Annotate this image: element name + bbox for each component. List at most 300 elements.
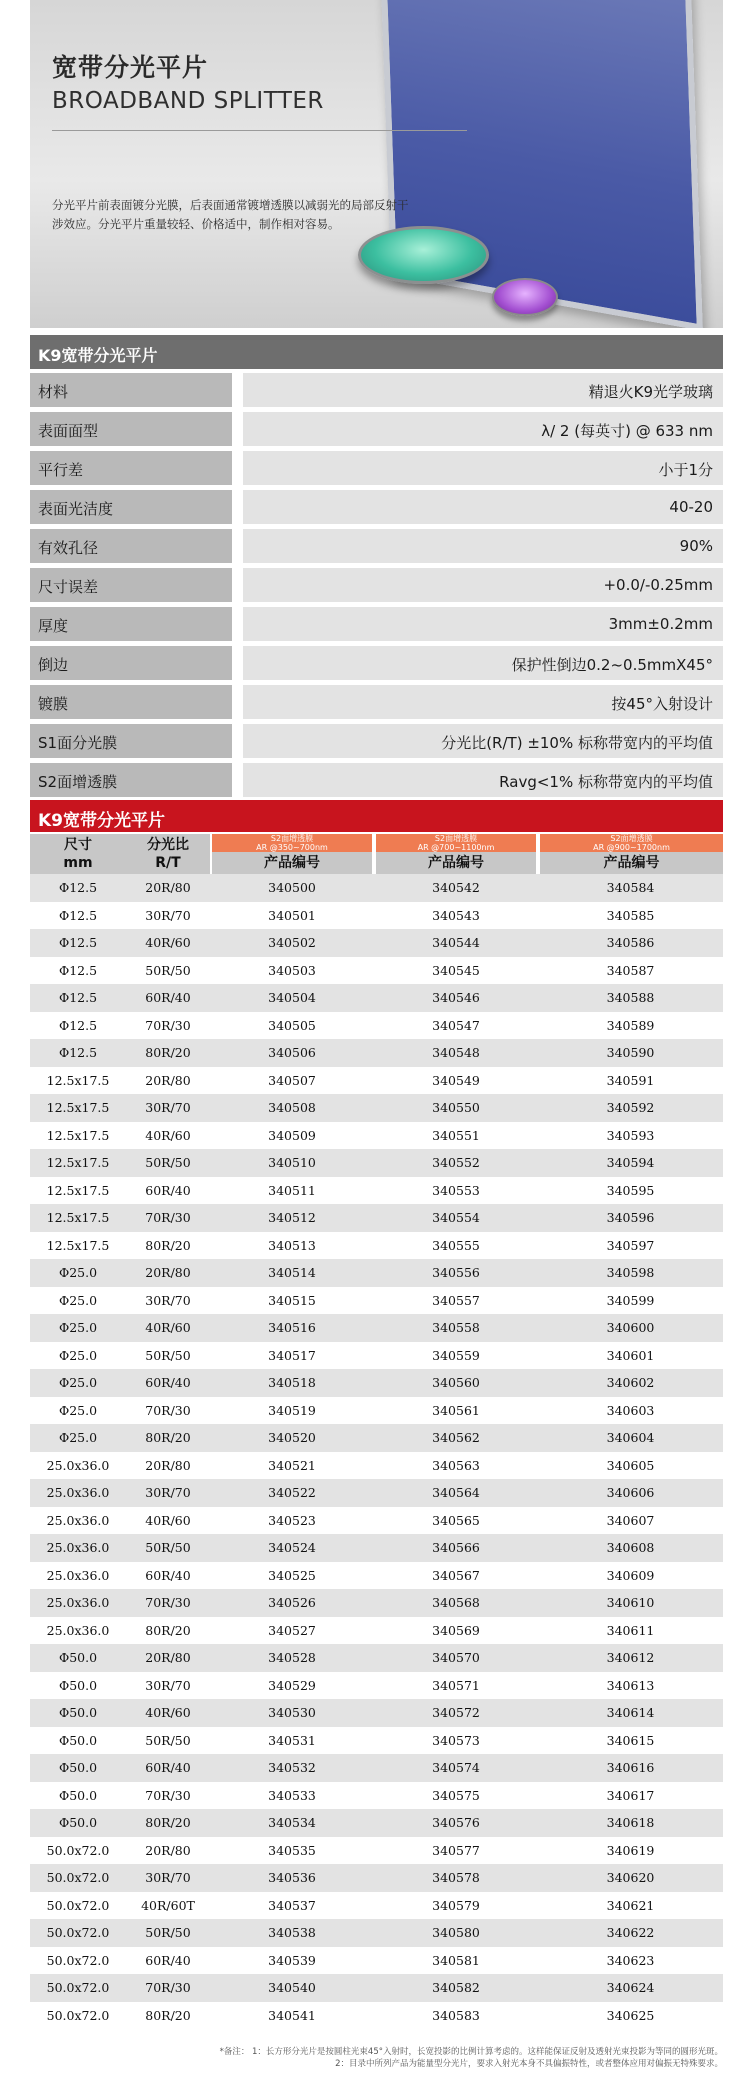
page-title: 宽带分光平片 — [52, 53, 209, 82]
product-code-cell: 340528 — [268, 1650, 316, 1665]
table-row — [30, 1534, 723, 1562]
spec-label-cell — [30, 685, 232, 719]
ratio-cell: 20R/80 — [145, 1457, 191, 1473]
product-code-cell: 340510 — [268, 1155, 316, 1170]
ratio-cell: 30R/70 — [145, 1485, 191, 1500]
ratio-cell: 40R/60 — [145, 1705, 191, 1720]
table-row — [30, 1589, 723, 1617]
table-row — [30, 1617, 723, 1645]
product-code-cell: 340621 — [606, 1897, 655, 1913]
product-code-cell: 340546 — [432, 990, 480, 1005]
ratio-cell: 20R/80 — [145, 1650, 191, 1665]
product-code-cell: 340513 — [268, 1237, 316, 1253]
size-cell: Φ12.5 — [58, 880, 98, 895]
spec-row — [30, 763, 723, 797]
spec-row — [30, 529, 723, 563]
product-code-cell: 340509 — [268, 1127, 316, 1143]
table-row — [30, 1067, 723, 1095]
size-cell: 25.0x36.0 — [46, 1540, 110, 1555]
size-cell: Φ25.0 — [58, 1265, 98, 1280]
table-row — [30, 1919, 723, 1947]
spec-label-cell — [30, 646, 232, 680]
table-row — [30, 1699, 723, 1727]
product-code-cell: 340563 — [432, 1457, 480, 1473]
table-row — [30, 1039, 723, 1067]
spec-value-cell — [243, 412, 723, 446]
product-code-cell: 340535 — [268, 1842, 316, 1858]
spec-label: 材料 — [38, 383, 69, 401]
ratio-cell: 80R/20 — [145, 1430, 191, 1445]
ratio-cell: 30R/70 — [145, 1677, 191, 1693]
spec-label: S2面增透膜 — [38, 773, 118, 791]
product-code-cell: 340614 — [606, 1705, 655, 1720]
table-row — [30, 874, 723, 902]
product-code-cell: 340570 — [432, 1650, 480, 1665]
product-code-cell: 340511 — [268, 1182, 316, 1198]
product-code-cell: 340588 — [606, 990, 655, 1005]
product-code-cell: 340616 — [606, 1760, 655, 1775]
spec-value: Ravg<1% 标称带宽内的平均值 — [499, 773, 713, 791]
product-code-cell: 340564 — [432, 1485, 480, 1500]
product-description — [52, 196, 462, 234]
column-header-coating-3 — [540, 834, 723, 874]
table-row — [30, 1727, 723, 1755]
product-code-cell: 340537 — [268, 1897, 316, 1913]
product-code-cell: 340590 — [606, 1045, 655, 1060]
spec-value: λ/ 2 (每英寸) @ 633 nm — [541, 422, 713, 440]
spec-value: 精退火K9光学玻璃 — [588, 383, 713, 401]
ratio-cell: 40R/60 — [145, 1512, 191, 1528]
ratio-cell: 70R/30 — [145, 1980, 191, 1995]
product-code-cell: 340560 — [432, 1375, 480, 1390]
column-header-unit: R/T — [155, 855, 181, 871]
product-table-header — [30, 800, 723, 832]
table-row — [30, 929, 723, 957]
size-cell: 50.0x72.0 — [46, 1980, 110, 1995]
product-code-cell: 340591 — [606, 1072, 655, 1088]
spec-label-cell — [30, 451, 232, 485]
product-code-cell: 340514 — [268, 1265, 316, 1280]
spec-row — [30, 724, 723, 758]
size-cell: 50.0x72.0 — [46, 1952, 110, 1968]
table-row — [30, 1864, 723, 1892]
size-cell: 25.0x36.0 — [46, 1457, 110, 1473]
table-row — [30, 1452, 723, 1480]
spec-label: 倒边 — [38, 656, 69, 674]
spec-value: 90% — [679, 537, 713, 555]
footnote-1: *备注： 1：长方形分光片是按圆柱光束45°入射时，长宽投影的比例计算考虑的。这样能保证反射及透射光束投影为等同的圆形光斑。 — [219, 2047, 723, 2057]
spec-label-cell — [30, 763, 232, 797]
spec-value-cell — [243, 607, 723, 641]
table-row — [30, 902, 723, 930]
table-row — [30, 1094, 723, 1122]
table-row — [30, 1342, 723, 1370]
product-code-cell: 340503 — [268, 962, 316, 978]
spec-value: +0.0/-0.25mm — [603, 576, 713, 594]
spec-row — [30, 607, 723, 641]
spec-value: 分光比(R/T) ±10% 标称带宽内的平均值 — [441, 734, 713, 752]
product-code-cell: 340532 — [268, 1760, 316, 1775]
size-cell: Φ50.0 — [58, 1650, 98, 1665]
product-code-cell: 340611 — [606, 1622, 655, 1638]
spec-row — [30, 412, 723, 446]
product-code-cell: 340550 — [432, 1100, 480, 1115]
spec-row — [30, 373, 723, 407]
ratio-cell: 40R/60 — [145, 1320, 191, 1335]
table-row — [30, 1837, 723, 1865]
product-code-cell: 340620 — [606, 1870, 655, 1885]
table-row — [30, 1562, 723, 1590]
ratio-cell: 70R/30 — [145, 1017, 191, 1033]
coating-range: AR @350~700nm — [256, 843, 328, 852]
table-row — [30, 1507, 723, 1535]
product-code-cell: 340566 — [432, 1540, 480, 1555]
ratio-cell: 20R/80 — [145, 1265, 191, 1280]
ratio-cell: 80R/20 — [145, 1622, 191, 1638]
product-code-cell: 340567 — [432, 1567, 480, 1583]
spec-label: 尺寸误差 — [38, 578, 99, 596]
page — [30, 0, 723, 2069]
product-code-cell: 340505 — [268, 1017, 316, 1033]
ratio-cell: 50R/50 — [145, 1732, 191, 1748]
product-code-header: 产品编号 — [376, 852, 536, 874]
product-code-cell: 340529 — [268, 1677, 316, 1693]
ratio-cell: 70R/30 — [145, 1402, 191, 1418]
page-subtitle: BROADBAND SPLITTER — [52, 88, 324, 114]
coating-label: S2面增透膜 — [434, 834, 478, 843]
table-row — [30, 1424, 723, 1452]
table-row — [30, 1177, 723, 1205]
product-code-cell: 340526 — [268, 1595, 316, 1610]
product-code-cell: 340525 — [268, 1567, 316, 1583]
ratio-cell: 60R/40 — [145, 1375, 191, 1390]
coating-range: AR @900~1700nm — [593, 843, 670, 852]
coating-range: AR @700~1100nm — [417, 843, 495, 852]
product-code-cell: 340612 — [606, 1650, 655, 1665]
product-code-cell: 340504 — [268, 990, 316, 1005]
ratio-cell: 60R/40 — [145, 1760, 191, 1775]
product-code-cell: 340615 — [606, 1732, 655, 1748]
spec-label: 表面光洁度 — [38, 500, 114, 518]
size-cell: 50.0x72.0 — [46, 1925, 110, 1940]
ratio-cell: 50R/50 — [145, 1347, 191, 1363]
product-table-title: K9宽带分光平片 — [38, 811, 166, 831]
product-code-cell: 340552 — [432, 1155, 480, 1170]
product-code-cell: 340521 — [268, 1457, 316, 1473]
table-row — [30, 1892, 723, 1920]
size-cell: 50.0x72.0 — [46, 2007, 110, 2023]
product-code-cell: 340575 — [432, 1787, 480, 1803]
product-code-cell: 340547 — [432, 1017, 480, 1033]
spec-row — [30, 490, 723, 524]
column-header-label: 尺寸 — [64, 837, 92, 853]
product-code-cell: 340589 — [606, 1017, 655, 1033]
ratio-cell: 30R/70 — [145, 1870, 191, 1885]
size-cell: 12.5x17.5 — [46, 1155, 110, 1170]
spec-table-header — [30, 335, 723, 369]
table-row — [30, 1479, 723, 1507]
product-code-cell: 340519 — [268, 1402, 316, 1418]
spec-label-cell — [30, 373, 232, 407]
product-code-cell: 340623 — [606, 1952, 655, 1968]
product-code-cell: 340544 — [432, 935, 480, 950]
spec-label: 有效孔径 — [38, 539, 99, 557]
product-code-cell: 340515 — [268, 1292, 316, 1308]
product-code-cell: 340534 — [268, 1815, 316, 1830]
spec-label: S1面分光膜 — [38, 734, 118, 752]
product-code-cell: 340593 — [606, 1127, 655, 1143]
table-row — [30, 1782, 723, 1810]
spec-label: 表面面型 — [38, 422, 99, 440]
product-code-cell: 340502 — [268, 935, 316, 950]
size-cell: 25.0x36.0 — [46, 1512, 110, 1528]
size-cell: Φ25.0 — [58, 1430, 98, 1445]
product-code-cell: 340604 — [606, 1430, 655, 1445]
size-cell: Φ50.0 — [58, 1732, 98, 1748]
size-cell: Φ12.5 — [58, 935, 98, 950]
product-code-cell: 340527 — [268, 1622, 316, 1638]
size-cell: Φ50.0 — [58, 1705, 98, 1720]
product-code-header: 产品编号 — [212, 852, 372, 874]
product-code-cell: 340618 — [606, 1815, 655, 1830]
product-code-cell: 340583 — [432, 2007, 480, 2023]
product-code-cell: 340548 — [432, 1045, 480, 1060]
product-code-cell: 340600 — [606, 1320, 655, 1335]
column-header-ratio — [126, 834, 210, 874]
product-code-cell: 340602 — [606, 1375, 655, 1390]
product-code-cell: 340508 — [268, 1100, 316, 1115]
coating-band-label — [212, 834, 372, 852]
product-code-cell: 340512 — [268, 1210, 316, 1225]
spec-value-cell — [243, 490, 723, 524]
product-code-cell: 340569 — [432, 1622, 480, 1638]
product-code-cell: 340592 — [606, 1100, 655, 1115]
product-code-cell: 340607 — [606, 1512, 655, 1528]
table-row — [30, 1369, 723, 1397]
product-code-cell: 340507 — [268, 1072, 316, 1088]
size-cell: Φ50.0 — [58, 1815, 98, 1830]
table-row — [30, 1232, 723, 1260]
product-code-cell: 340596 — [606, 1210, 655, 1225]
product-code-cell: 340556 — [432, 1265, 480, 1280]
product-code-cell: 340559 — [432, 1347, 480, 1363]
product-code-cell: 340606 — [606, 1485, 655, 1500]
spec-label-cell — [30, 568, 232, 602]
spec-table-title: K9宽带分光平片 — [38, 346, 158, 365]
table-row — [30, 1259, 723, 1287]
coating-label: S2面增透膜 — [610, 834, 653, 843]
product-code-cell: 340568 — [432, 1595, 480, 1610]
footnote-2: 2：目录中所列产品为能量型分光片，要求入射光本身不具偏振特性，或者整体应用对偏振无特殊要求。 — [335, 2059, 723, 2069]
product-code-cell: 340622 — [606, 1925, 655, 1940]
product-code-cell: 340561 — [432, 1402, 480, 1418]
spec-value-cell — [243, 685, 723, 719]
spec-row — [30, 646, 723, 680]
size-cell: 25.0x36.0 — [46, 1595, 110, 1610]
product-code-cell: 340584 — [606, 880, 655, 895]
product-code-cell: 340597 — [606, 1237, 655, 1253]
size-cell: Φ25.0 — [58, 1292, 98, 1308]
product-code-cell: 340543 — [432, 907, 480, 923]
green-lens-image — [358, 226, 489, 284]
product-code-cell: 340610 — [606, 1595, 655, 1610]
table-row — [30, 1947, 723, 1975]
ratio-cell: 30R/70 — [145, 1292, 191, 1308]
size-cell: 12.5x17.5 — [46, 1100, 110, 1115]
product-code-cell: 340530 — [268, 1705, 316, 1720]
ratio-cell: 60R/40 — [145, 1952, 191, 1968]
description-line: 分光平片前表面镀分光膜，后表面通常镀增透膜以减弱光的局部反射干 — [52, 198, 409, 212]
size-cell: Φ25.0 — [58, 1402, 98, 1418]
column-header-unit: mm — [63, 855, 93, 871]
ratio-cell: 80R/20 — [145, 2007, 191, 2023]
size-cell: Φ50.0 — [58, 1787, 98, 1803]
spec-label-cell — [30, 529, 232, 563]
ratio-cell: 60R/40 — [145, 1567, 191, 1583]
size-cell: Φ12.5 — [58, 962, 98, 978]
coating-band-label — [540, 834, 723, 852]
spec-row — [30, 451, 723, 485]
product-table — [30, 874, 723, 2029]
spec-value: 按45°入射设计 — [611, 695, 713, 713]
table-row — [30, 1012, 723, 1040]
product-code-cell: 340624 — [606, 1980, 655, 1995]
description-line: 涉效应。分光平片重量较轻、价格适中，制作相对容易。 — [52, 217, 340, 231]
product-code-cell: 340581 — [432, 1952, 480, 1968]
spec-label: 镀膜 — [38, 695, 69, 713]
ratio-cell: 70R/30 — [145, 1787, 191, 1803]
product-code-cell: 340520 — [268, 1430, 316, 1445]
table-row — [30, 1204, 723, 1232]
product-code-cell: 340542 — [432, 880, 480, 895]
product-code-cell: 340517 — [268, 1347, 316, 1363]
product-code-cell: 340572 — [432, 1705, 480, 1720]
ratio-cell: 50R/50 — [145, 962, 191, 978]
product-code-cell: 340545 — [432, 962, 480, 978]
size-cell: Φ12.5 — [58, 1017, 98, 1033]
spec-value: 保护性倒边0.2~0.5mmX45° — [511, 656, 713, 674]
spec-label-cell — [30, 724, 232, 758]
product-code-cell: 340533 — [268, 1787, 316, 1803]
table-row — [30, 1122, 723, 1150]
product-code-cell: 340582 — [432, 1980, 480, 1995]
ratio-cell: 50R/50 — [145, 1540, 191, 1555]
product-code-cell: 340557 — [432, 1292, 480, 1308]
spec-table — [30, 373, 723, 802]
table-row — [30, 1974, 723, 2002]
coating-band-label — [376, 834, 536, 852]
product-code-cell: 340599 — [606, 1292, 655, 1308]
product-code-cell: 340579 — [432, 1897, 480, 1913]
product-code-cell: 340539 — [268, 1952, 316, 1968]
size-cell: 25.0x36.0 — [46, 1485, 110, 1500]
footnotes — [30, 2046, 723, 2070]
spec-value-cell — [243, 568, 723, 602]
spec-label-cell — [30, 412, 232, 446]
spec-value: 40-20 — [669, 498, 713, 516]
product-code-cell: 340605 — [606, 1457, 655, 1473]
product-code-cell: 340601 — [606, 1347, 655, 1363]
ratio-cell: 70R/30 — [145, 1595, 191, 1610]
product-code-cell: 340603 — [606, 1402, 655, 1418]
product-code-cell: 340501 — [268, 907, 316, 923]
product-code-cell: 340585 — [606, 907, 655, 923]
spec-label-cell — [30, 607, 232, 641]
table-row — [30, 1397, 723, 1425]
product-code-cell: 340506 — [268, 1045, 316, 1060]
size-cell: Φ25.0 — [58, 1320, 98, 1335]
size-cell: 50.0x72.0 — [46, 1842, 110, 1858]
size-cell: 25.0x36.0 — [46, 1622, 110, 1638]
size-cell: Φ25.0 — [58, 1347, 98, 1363]
spec-value-cell — [243, 451, 723, 485]
table-row — [30, 1754, 723, 1782]
product-code-cell: 340586 — [606, 935, 655, 950]
size-cell: 12.5x17.5 — [46, 1182, 110, 1198]
table-row — [30, 1314, 723, 1342]
ratio-cell: 40R/60 — [145, 1127, 191, 1143]
spec-value-cell — [243, 373, 723, 407]
size-cell: Φ12.5 — [58, 990, 98, 1005]
product-code-cell: 340598 — [606, 1265, 655, 1280]
table-row — [30, 1149, 723, 1177]
table-row — [30, 2002, 723, 2030]
table-row — [30, 1672, 723, 1700]
product-code-cell: 340551 — [432, 1127, 480, 1143]
product-code-cell: 340562 — [432, 1430, 480, 1445]
size-cell: Φ50.0 — [58, 1760, 98, 1775]
product-code-cell: 340523 — [268, 1512, 316, 1528]
column-header-size — [30, 834, 126, 874]
product-code-cell: 340549 — [432, 1072, 480, 1088]
ratio-cell: 20R/80 — [145, 1842, 191, 1858]
size-cell: Φ25.0 — [58, 1375, 98, 1390]
spec-label: 厚度 — [38, 617, 69, 635]
product-code-cell: 340587 — [606, 962, 655, 978]
size-cell: 12.5x17.5 — [46, 1237, 110, 1253]
table-row — [30, 957, 723, 985]
hero-banner — [30, 0, 723, 328]
product-code-cell: 340608 — [606, 1540, 655, 1555]
size-cell: Φ50.0 — [58, 1677, 98, 1693]
spec-value: 小于1分 — [658, 461, 713, 479]
product-code-cell: 340577 — [432, 1842, 480, 1858]
product-code-cell: 340531 — [268, 1732, 316, 1748]
divider — [52, 130, 467, 131]
product-code-cell: 340619 — [606, 1842, 655, 1858]
table-row — [30, 1287, 723, 1315]
column-header-label: 分光比 — [147, 837, 189, 853]
product-code-cell: 340554 — [432, 1210, 480, 1225]
ratio-cell: 70R/30 — [145, 1210, 191, 1225]
ratio-cell: 60R/40 — [145, 1182, 191, 1198]
ratio-cell: 40R/60T — [141, 1897, 195, 1913]
ratio-cell: 50R/50 — [145, 1925, 191, 1940]
size-cell: Φ12.5 — [58, 907, 98, 923]
spec-value-cell — [243, 646, 723, 680]
size-cell: Φ12.5 — [58, 1045, 98, 1060]
product-code-cell: 340573 — [432, 1732, 480, 1748]
purple-lens-image — [492, 278, 558, 316]
product-code-cell: 340565 — [432, 1512, 480, 1528]
size-cell: 12.5x17.5 — [46, 1072, 110, 1088]
spec-label-cell — [30, 490, 232, 524]
product-code-cell: 340516 — [268, 1320, 316, 1335]
product-code-cell: 340536 — [268, 1870, 316, 1885]
spec-label: 平行差 — [38, 461, 84, 479]
ratio-cell: 30R/70 — [145, 907, 191, 923]
size-cell: 25.0x36.0 — [46, 1567, 110, 1583]
